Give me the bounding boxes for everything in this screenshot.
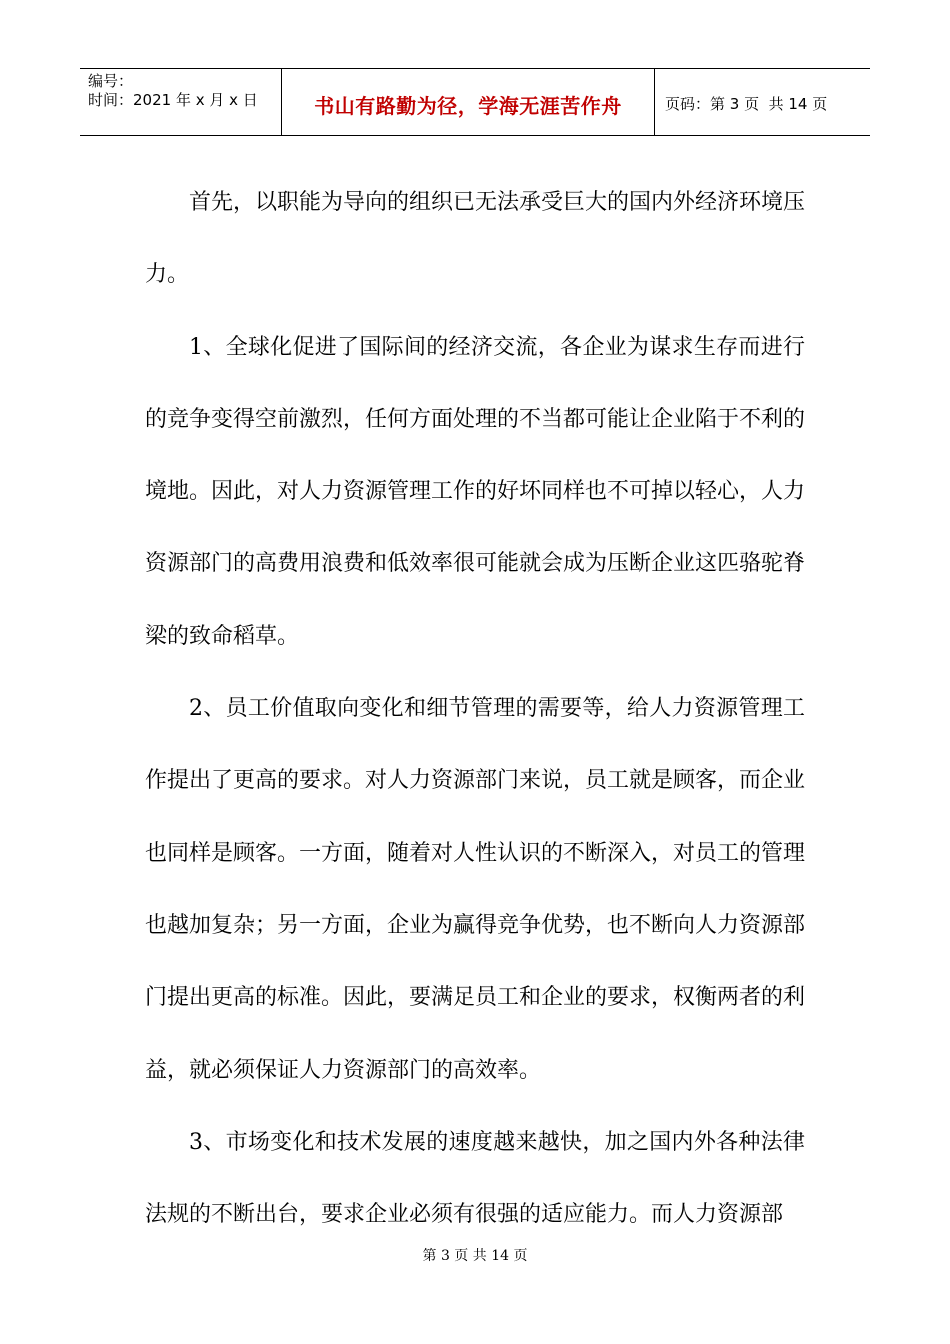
header-page-number: 页码：第 3 页 共 14 页 — [665, 94, 828, 113]
header-motto: 书山有路勤为径，学海无涯苦作舟 — [314, 93, 622, 118]
document-date-label: 时间：2021 年 x 月 x 日 — [88, 91, 258, 109]
document-header — [80, 68, 870, 136]
document-number-label: 编号： — [88, 72, 134, 90]
paragraph: 首先，以职能为导向的组织已无法承受巨大的国内外经济环境压力。 — [145, 190, 806, 288]
paragraph: 3、市场变化和技术发展的速度越来越快，加之国内外各种法律法规的不断出台，要求企业必须有很强的适应能力。而人力资源部 — [145, 1129, 805, 1228]
paragraph: 2、员工价值取向变化和细节管理的需要等，给人力资源管理工作提出了更高的要求。对人力资源部门来说，员工就是顾客，而企业也同样是顾客。一方面，随着对人性认识的不断深入，对员工的管理也越加复杂；另一方面，企业为赢得竞争优势，也不断向人力资源部门提出更高的标准。因此，要满足员工和企业的要求，权衡两者的利益，就必须保证人力资源部门的高效率。 — [145, 696, 806, 1083]
page-footer: 第 3 页 共 14 页 — [422, 1248, 528, 1264]
document-body — [145, 167, 805, 1251]
header-motto-cell — [282, 69, 655, 135]
paragraph: 1、全球化促进了国际间的经济交流，各企业为谋求生存而进行的竞争变得空前激烈，任何方面处理的不当都可能让企业陷于不利的境地。因此，对人力资源管理工作的好坏同样也不可掉以轻心，人力资源部门的高费用浪费和低效率很可能就会成为压断企业这匹骆驼脊梁的致命稻草。 — [145, 334, 806, 649]
header-meta — [80, 69, 282, 135]
header-page-cell — [655, 69, 870, 135]
